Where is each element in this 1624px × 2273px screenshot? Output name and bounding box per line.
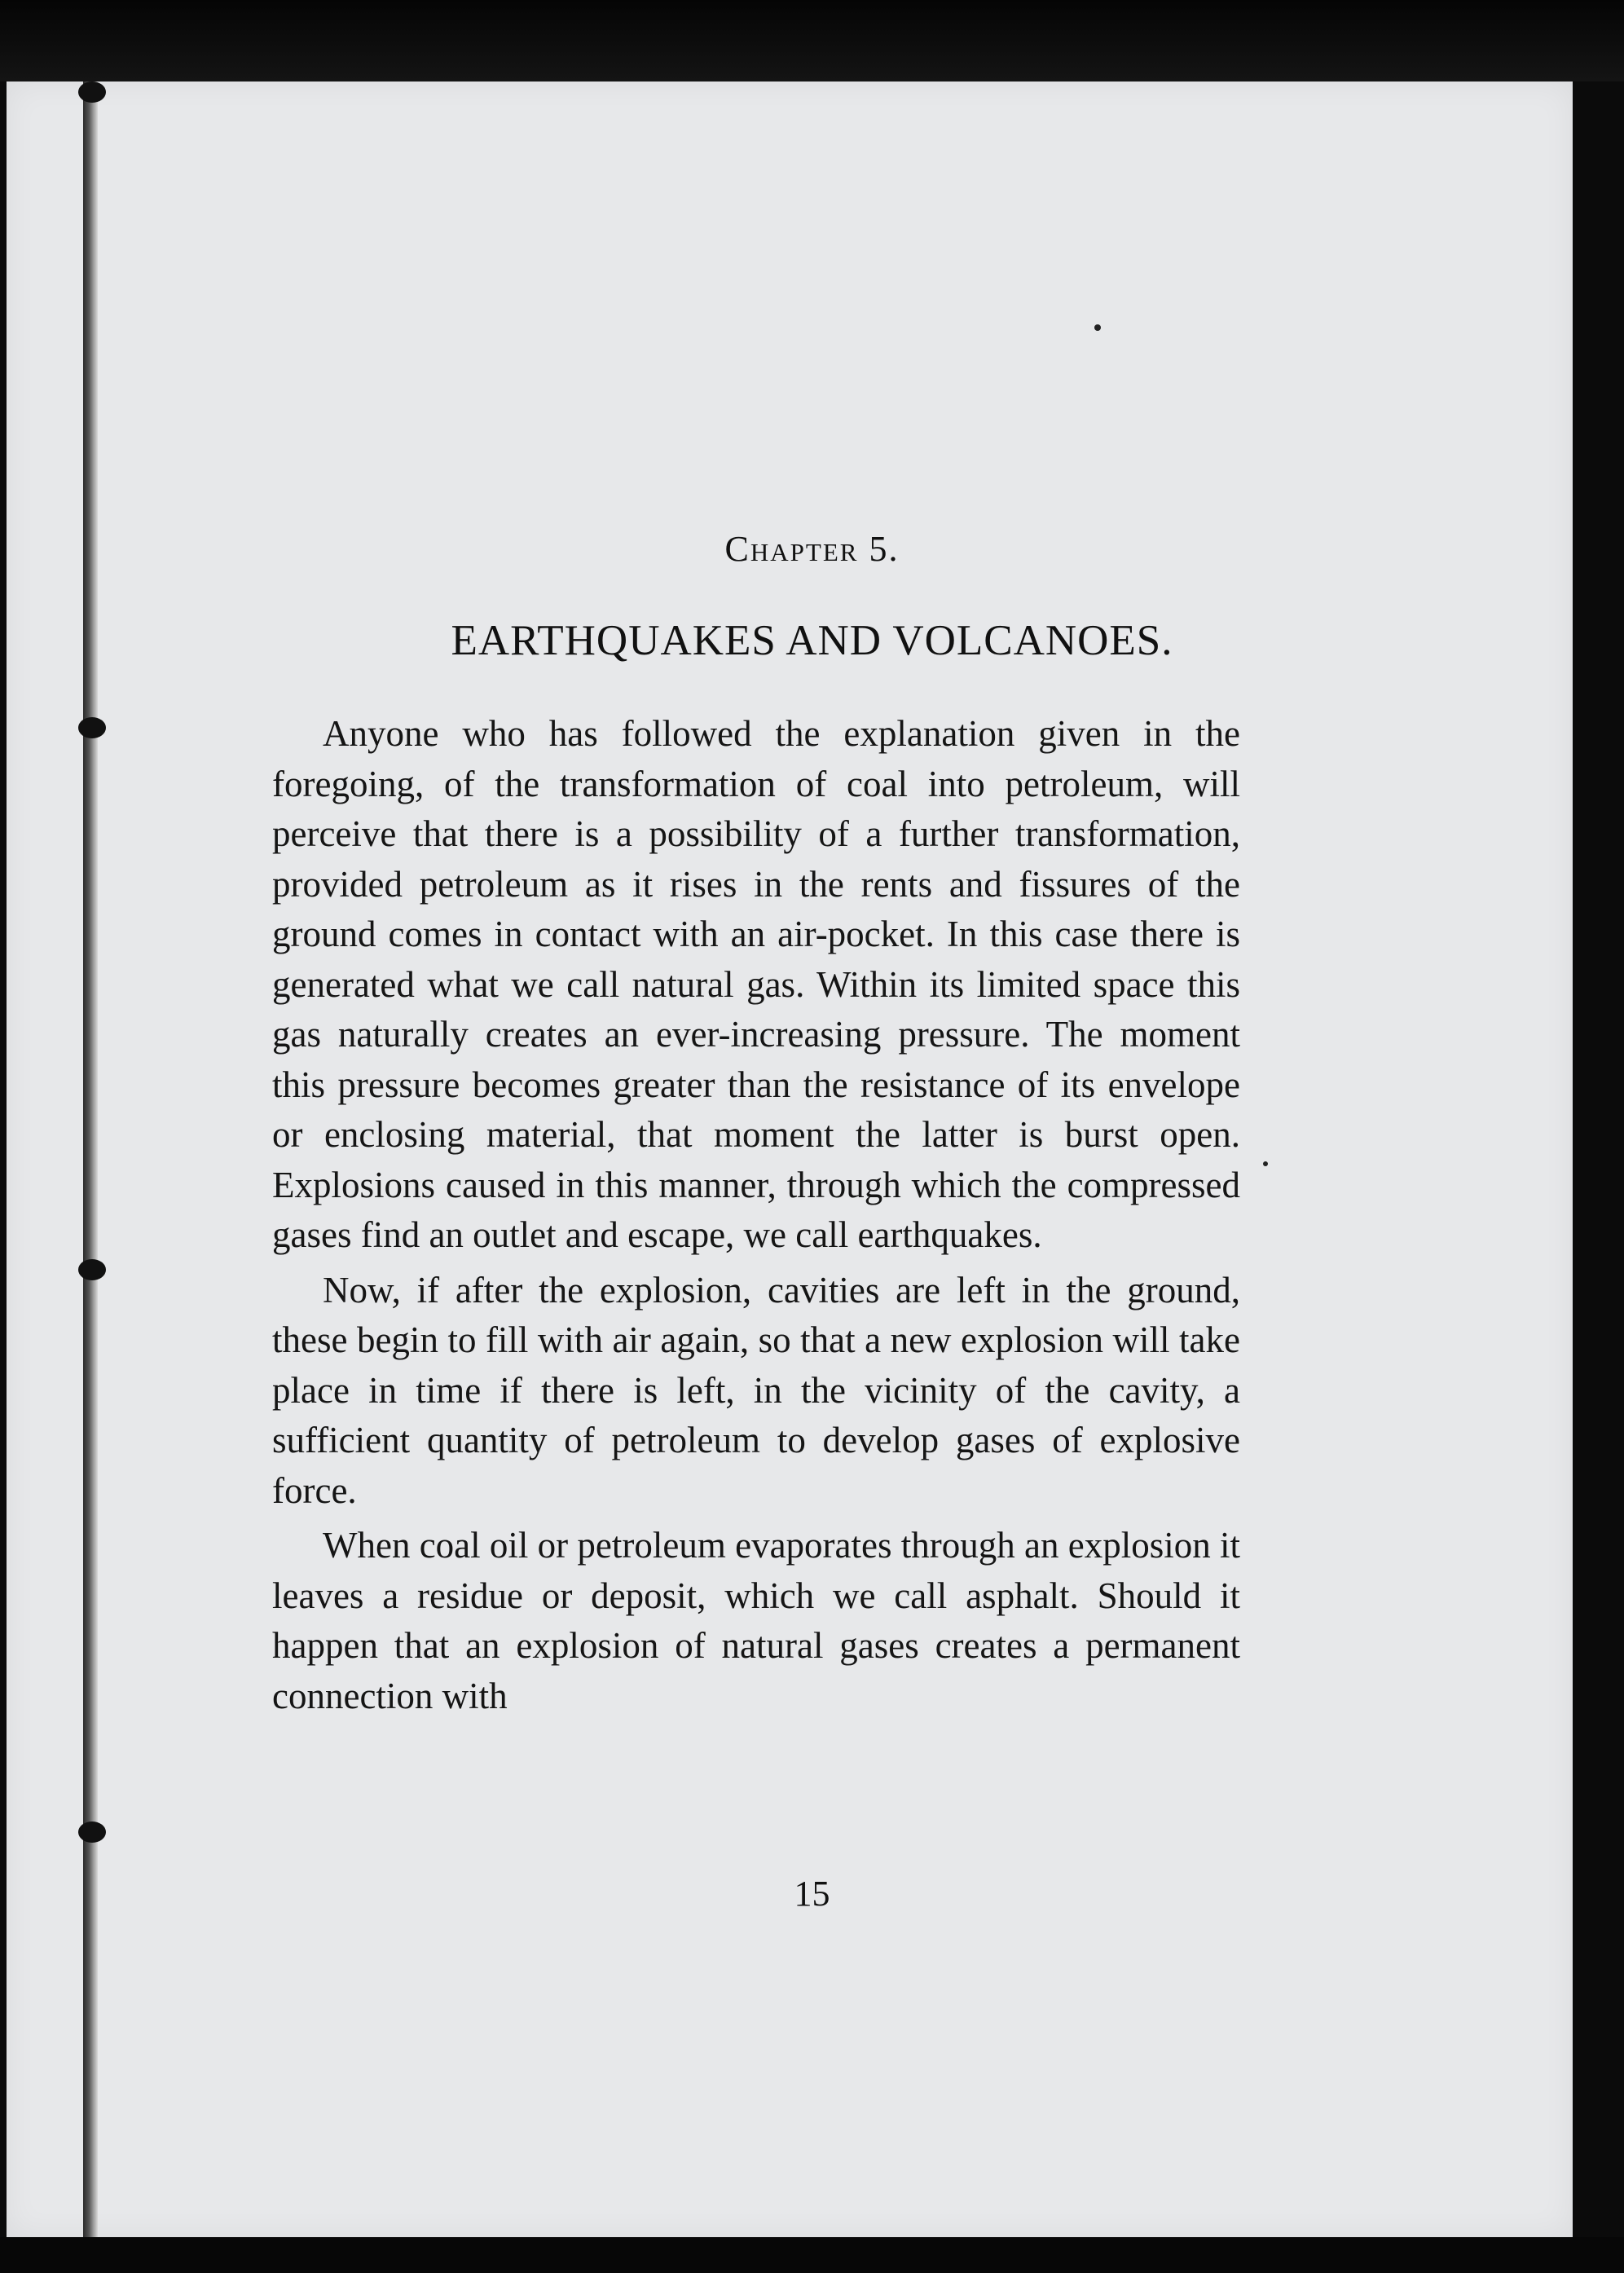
page-number: 15: [794, 1874, 830, 1914]
paragraph-2: Now, if after the explosion, cavities are left in the ground, these begin to fill with air again, so that a new explosion will take place in time if there is left, in the vicinity of the cavity, a sufficient quantity of petroleum to develop gases of explosive force.: [272, 1269, 1240, 1511]
scan-border-top: [0, 0, 1624, 81]
chapter-title: EARTHQUAKES AND VOLCANOES.: [451, 617, 1173, 664]
paragraph-3: When coal oil or petroleum evaporates through an explosion it leaves a residue or deposit, which we call asphalt. Should it happen that an explosion of natural gases creates a permanent connection with: [272, 1525, 1240, 1716]
paragraph-1: Anyone who has followed the explanation given in the foregoing, of the transformation of coal into petroleum, will perceive that there is a possibility of a further transformation, provided petroleum as it rises in the rents and fissures of the ground comes in contact with an air-pocket. In this case there is generated what we call natural gas. Within its limited space this gas naturally creates an ever-increasing pressure. The moment this pressure becomes greater than the resistance of its envelope or enclosing material, that moment the latter is burst open. Explosions caused in this manner, through which the compressed gases find an outlet and escape, we call earthquakes.: [272, 713, 1240, 1255]
chapter-label: Chapter 5.: [724, 529, 900, 569]
scan-border-bottom: [0, 2237, 1624, 2273]
binding-hole: [78, 81, 106, 103]
binding-hole: [78, 717, 106, 738]
body-text: [272, 709, 1240, 1726]
binding-hole: [78, 1259, 106, 1280]
page-speck: [1094, 324, 1101, 331]
binding-hole: [78, 1821, 106, 1843]
page-speck: [1263, 1161, 1268, 1166]
